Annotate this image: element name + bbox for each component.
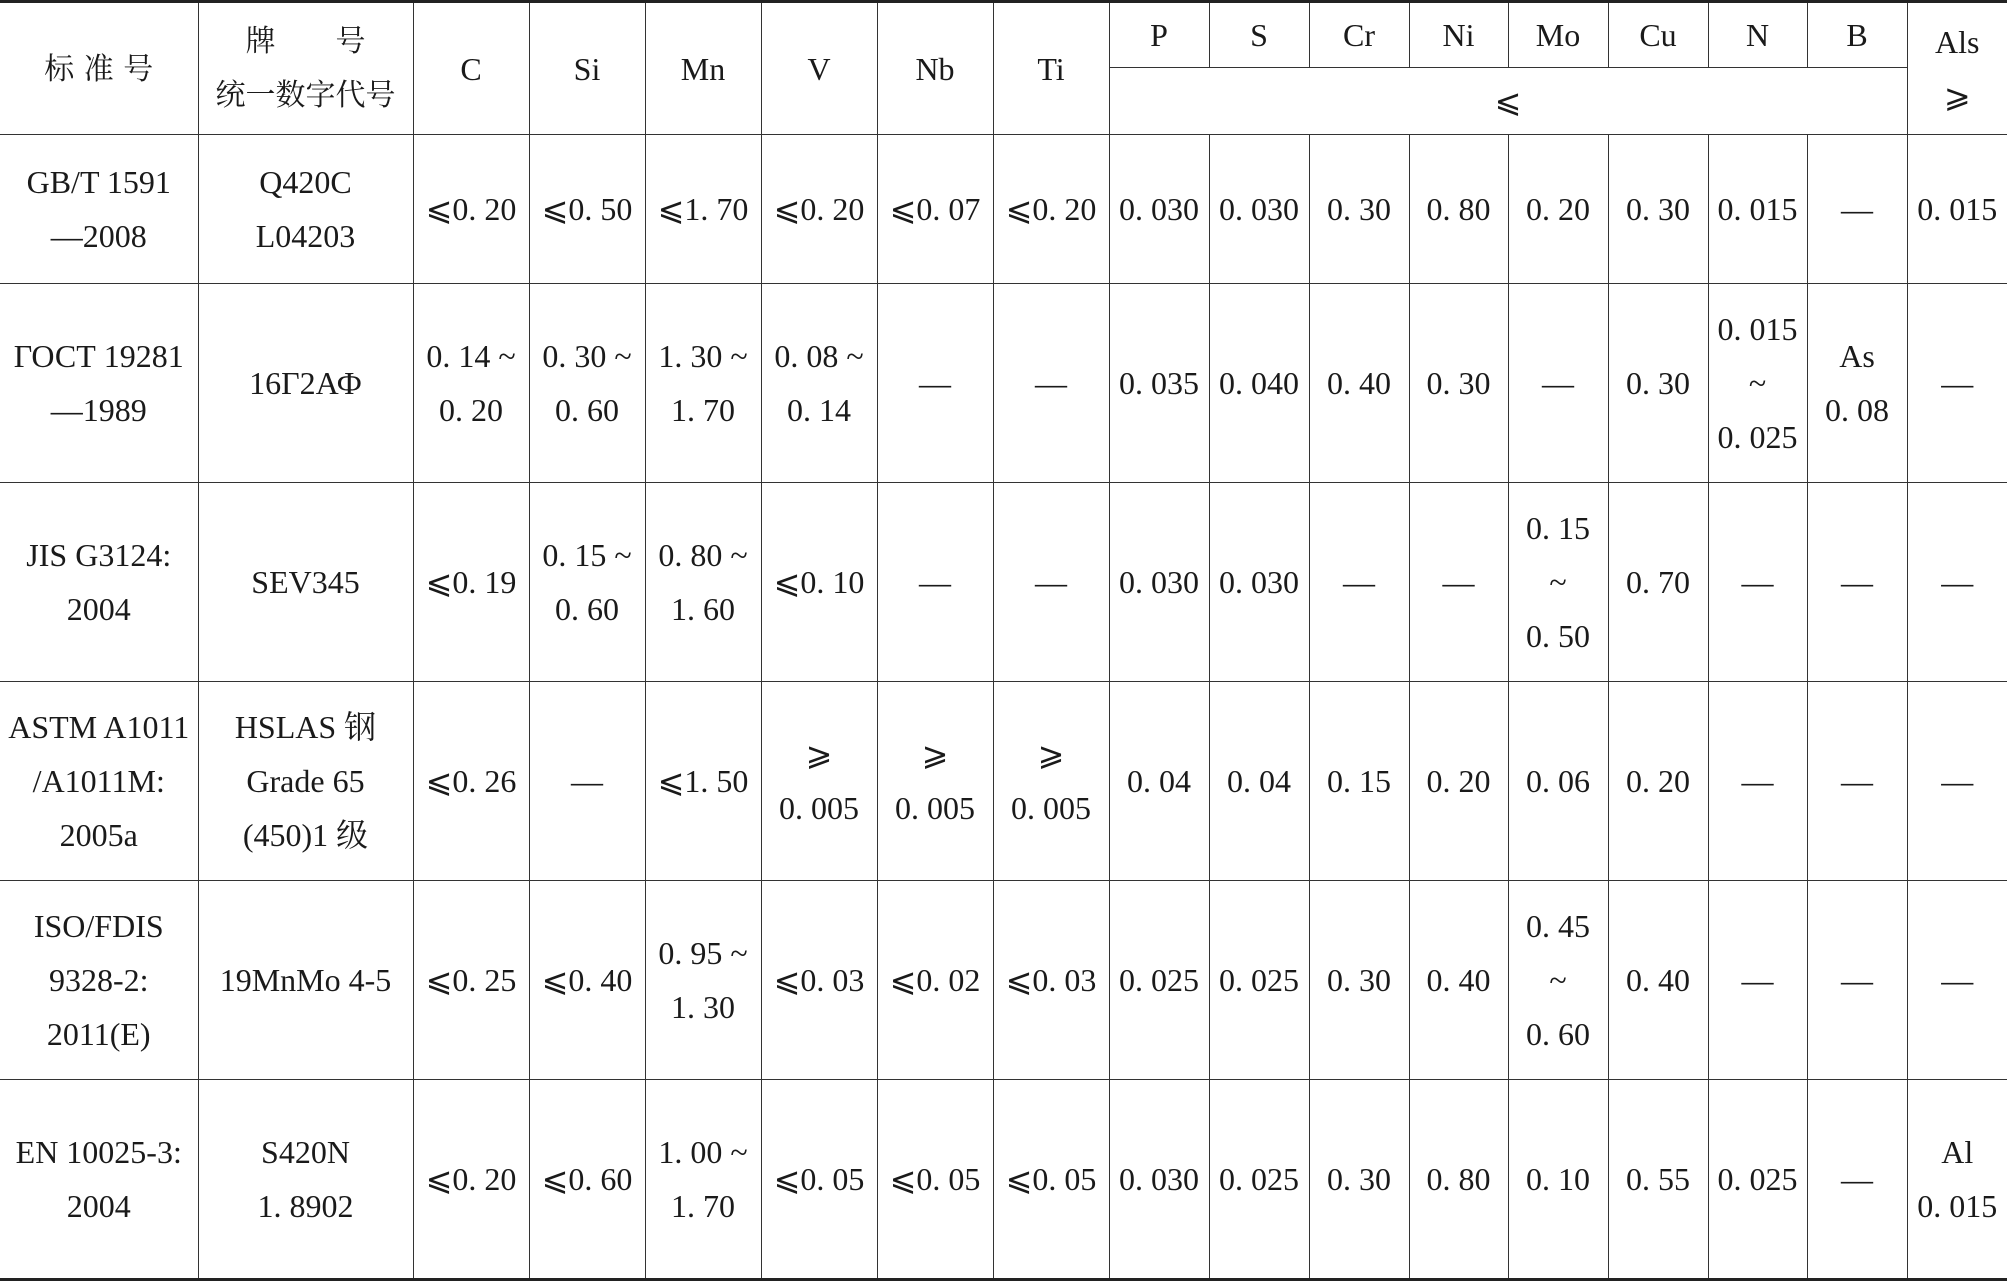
cell-text: 0. 025 [1219, 962, 1299, 998]
header-mn: Mn [645, 2, 761, 135]
cell-cu [1608, 881, 1708, 1080]
cell-cr [1309, 483, 1409, 682]
cell-text: ⩽0. 03 [1005, 962, 1097, 998]
cell-als [1907, 881, 2007, 1080]
cell-grade [198, 135, 413, 284]
cell-text: HSLAS 钢 Grade 65 (450)1 级 [234, 709, 377, 853]
cell-text: 0. 30 [1626, 365, 1690, 401]
cell-grade [198, 881, 413, 1080]
cell-text: ⩽0. 20 [773, 191, 865, 227]
cell-s [1209, 1080, 1309, 1280]
cell-p [1109, 1080, 1209, 1280]
header-mo: Mo [1508, 2, 1608, 68]
header-n: N [1708, 2, 1807, 68]
cell-text: 0. 30 [1327, 1161, 1391, 1197]
cell-text: — [571, 763, 603, 799]
cell-c [413, 682, 529, 881]
cell-text: 0. 30 [1626, 191, 1690, 227]
cell-text: ⩽0. 05 [889, 1161, 981, 1197]
cell-text: — [1741, 962, 1774, 998]
cell-text: 0. 030 [1219, 564, 1299, 600]
cell-cu [1608, 483, 1708, 682]
cell-text: — [1841, 1161, 1873, 1197]
cell-text: ⩽0. 05 [1005, 1161, 1097, 1197]
cell-text: 0. 15 [1327, 763, 1391, 799]
cell-text: — [1035, 365, 1067, 401]
header-s: S [1209, 2, 1309, 68]
cell-text: ⩽0. 60 [541, 1161, 633, 1197]
cell-text: 0. 30 [1327, 191, 1391, 227]
cell-text: ⩽0. 05 [773, 1161, 865, 1197]
cell-text: 0. 30 [1327, 962, 1391, 998]
cell-v [761, 1080, 877, 1280]
cell-ni [1409, 483, 1508, 682]
cell-text: ⩽0. 02 [889, 962, 981, 998]
cell-mn [645, 881, 761, 1080]
cell-ni [1409, 135, 1508, 284]
cell-std [0, 682, 198, 881]
header-c: C [413, 2, 529, 135]
cell-c [413, 483, 529, 682]
cell-text: 0. 025 [1219, 1161, 1299, 1197]
cell-p [1109, 881, 1209, 1080]
cell-nb [877, 483, 993, 682]
cell-nb [877, 1080, 993, 1280]
cell-text: 0. 015 ~ 0. 025 [1717, 311, 1798, 455]
cell-text: 0. 80 [1426, 191, 1491, 227]
cell-text: ⩽1. 50 [657, 763, 749, 799]
header-ti: Ti [993, 2, 1109, 135]
header-si: Si [529, 2, 645, 135]
cell-n [1708, 135, 1807, 284]
cell-std [0, 881, 198, 1080]
cell-text: As 0. 08 [1825, 338, 1889, 428]
cell-mo [1508, 1080, 1608, 1280]
header-grade-code: 牌 号 统一数字代号 [198, 2, 413, 135]
header-v: V [761, 2, 877, 135]
cell-ti [993, 1080, 1109, 1280]
cell-si [529, 284, 645, 483]
cell-v [761, 682, 877, 881]
cell-text: Al 0. 015 [1917, 1134, 1998, 1224]
cell-s [1209, 284, 1309, 483]
table-row [0, 284, 2007, 483]
cell-text: 0. 040 [1219, 365, 1299, 401]
cell-s [1209, 483, 1309, 682]
cell-text: — [1941, 365, 1974, 401]
cell-text: ⩾ 0. 005 [1011, 736, 1091, 826]
cell-text: ⩽0. 26 [425, 763, 517, 799]
cell-text: ISO/FDIS 9328-2: 2011(E) [33, 908, 164, 1052]
cell-b [1807, 881, 1907, 1080]
header-p: P [1109, 2, 1209, 68]
cell-ti [993, 682, 1109, 881]
cell-text: — [1442, 564, 1475, 600]
cell-si [529, 881, 645, 1080]
cell-cu [1608, 135, 1708, 284]
cell-p [1109, 682, 1209, 881]
cell-text: — [919, 365, 951, 401]
cell-text: EN 10025-3: 2004 [15, 1134, 182, 1224]
cell-v [761, 881, 877, 1080]
cell-text: — [1841, 191, 1873, 227]
cell-text: 0. 20 [1426, 763, 1491, 799]
cell-text: 0. 20 [1526, 191, 1590, 227]
cell-text: 19MnMo 4-5 [219, 962, 392, 998]
table-row [0, 682, 2007, 881]
header-nb: Nb [877, 2, 993, 135]
cell-v [761, 135, 877, 284]
cell-grade [198, 284, 413, 483]
cell-text: — [1941, 763, 1974, 799]
cell-b [1807, 284, 1907, 483]
cell-text: — [1841, 564, 1873, 600]
cell-s [1209, 135, 1309, 284]
cell-c [413, 284, 529, 483]
cell-v [761, 483, 877, 682]
cell-text: ⩽0. 10 [773, 564, 865, 600]
cell-text: ⩽0. 20 [425, 191, 517, 227]
cell-cr [1309, 682, 1409, 881]
cell-text: 0. 025 [1717, 1161, 1798, 1197]
cell-text: 0. 15 ~ 0. 50 [1526, 510, 1590, 654]
cell-text: 0. 030 [1119, 1161, 1199, 1197]
cell-text: 0. 80 ~ 1. 60 [658, 537, 748, 627]
cell-b [1807, 135, 1907, 284]
cell-text: 0. 45 ~ 0. 60 [1526, 908, 1590, 1052]
header-row [0, 2, 2007, 68]
cell-si [529, 483, 645, 682]
cell-mo [1508, 135, 1608, 284]
cell-cu [1608, 1080, 1708, 1280]
cell-p [1109, 483, 1209, 682]
cell-text: ⩾ 0. 005 [895, 736, 975, 826]
cell-ti [993, 135, 1109, 284]
cell-mo [1508, 881, 1608, 1080]
header-b: B [1807, 2, 1907, 68]
cell-si [529, 135, 645, 284]
cell-nb [877, 682, 993, 881]
cell-text: 0. 04 [1227, 763, 1291, 799]
header-max-note: ⩽ [1109, 68, 1907, 135]
cell-ti [993, 483, 1109, 682]
cell-si [529, 682, 645, 881]
cell-cu [1608, 284, 1708, 483]
cell-cr [1309, 284, 1409, 483]
cell-n [1708, 682, 1807, 881]
cell-text: 0. 55 [1626, 1161, 1690, 1197]
cell-text: ⩽0. 40 [541, 962, 633, 998]
cell-text: 0. 030 [1219, 191, 1299, 227]
cell-text: 0. 40 [1327, 365, 1391, 401]
cell-text: Q420C L04203 [255, 164, 356, 254]
cell-text: 0. 70 [1626, 564, 1690, 600]
cell-text: 0. 06 [1526, 763, 1590, 799]
cell-text: ГОСТ 19281 —1989 [13, 338, 184, 428]
cell-n [1708, 881, 1807, 1080]
cell-text: — [1343, 564, 1375, 600]
cell-text: 0. 08 ~ 0. 14 [774, 338, 864, 428]
cell-text: 0. 030 [1119, 564, 1199, 600]
cell-text: JIS G3124: 2004 [26, 537, 172, 627]
cell-text: 0. 015 [1717, 191, 1798, 227]
cell-cr [1309, 135, 1409, 284]
header-als: Als ⩾ [1907, 2, 2007, 135]
cell-si [529, 1080, 645, 1280]
cell-grade [198, 483, 413, 682]
cell-text: ASTM A1011 /A1011M: 2005a [8, 709, 190, 853]
cell-mn [645, 1080, 761, 1280]
cell-text: 0. 04 [1127, 763, 1191, 799]
cell-nb [877, 135, 993, 284]
cell-c [413, 135, 529, 284]
cell-als [1907, 483, 2007, 682]
cell-text: ⩽0. 20 [1005, 191, 1097, 227]
cell-text: 0. 40 [1626, 962, 1690, 998]
cell-text: ⩽1. 70 [657, 191, 749, 227]
cell-als [1907, 1080, 2007, 1280]
cell-p [1109, 135, 1209, 284]
cell-text: SEV345 [251, 564, 360, 600]
cell-text: — [1035, 564, 1067, 600]
cell-b [1807, 1080, 1907, 1280]
cell-text: 0. 035 [1119, 365, 1199, 401]
cell-s [1209, 881, 1309, 1080]
cell-ni [1409, 682, 1508, 881]
cell-ni [1409, 284, 1508, 483]
cell-mo [1508, 284, 1608, 483]
cell-text: 1. 00 ~ 1. 70 [658, 1134, 748, 1224]
cell-als [1907, 682, 2007, 881]
cell-text: 0. 30 ~ 0. 60 [542, 338, 632, 428]
cell-text: ⩽0. 07 [889, 191, 981, 227]
cell-als [1907, 135, 2007, 284]
cell-als [1907, 284, 2007, 483]
cell-text: 0. 95 ~ 1. 30 [658, 935, 748, 1025]
cell-text: — [1841, 962, 1873, 998]
cell-text: ⩽0. 20 [425, 1161, 517, 1197]
cell-text: — [1841, 763, 1873, 799]
cell-nb [877, 881, 993, 1080]
cell-b [1807, 483, 1907, 682]
cell-p [1109, 284, 1209, 483]
cell-mn [645, 483, 761, 682]
cell-b [1807, 682, 1907, 881]
cell-mn [645, 682, 761, 881]
cell-ti [993, 284, 1109, 483]
header-cr: Cr [1309, 2, 1409, 68]
header-ni: Ni [1409, 2, 1508, 68]
cell-n [1708, 1080, 1807, 1280]
cell-text: ⩽0. 03 [773, 962, 865, 998]
cell-text: 1. 30 ~ 1. 70 [658, 338, 748, 428]
cell-n [1708, 284, 1807, 483]
cell-text: 0. 15 ~ 0. 60 [542, 537, 632, 627]
cell-std [0, 284, 198, 483]
cell-mn [645, 284, 761, 483]
header-cu: Cu [1608, 2, 1708, 68]
cell-std [0, 135, 198, 284]
cell-c [413, 881, 529, 1080]
cell-text: S420N 1. 8902 [257, 1134, 354, 1224]
cell-mo [1508, 483, 1608, 682]
table-row [0, 135, 2007, 284]
cell-s [1209, 682, 1309, 881]
table-row [0, 483, 2007, 682]
cell-ti [993, 881, 1109, 1080]
cell-std [0, 483, 198, 682]
cell-ni [1409, 881, 1508, 1080]
cell-text: — [1542, 365, 1574, 401]
cell-text: 0. 14 ~ 0. 20 [426, 338, 516, 428]
cell-ni [1409, 1080, 1508, 1280]
cell-text: ⩽0. 50 [541, 191, 633, 227]
cell-text: ⩽0. 25 [425, 962, 517, 998]
cell-grade [198, 682, 413, 881]
cell-cr [1309, 881, 1409, 1080]
cell-text: 0. 80 [1426, 1161, 1491, 1197]
cell-c [413, 1080, 529, 1280]
cell-cu [1608, 682, 1708, 881]
table-row [0, 1080, 2007, 1280]
cell-cr [1309, 1080, 1409, 1280]
cell-text: — [1941, 564, 1974, 600]
cell-mn [645, 135, 761, 284]
header-standard-no: 标 准 号 [0, 2, 198, 135]
cell-text: — [1741, 564, 1774, 600]
cell-text: 0. 40 [1426, 962, 1491, 998]
cell-v [761, 284, 877, 483]
cell-text: 0. 10 [1526, 1161, 1590, 1197]
cell-text: 16Г2АФ [249, 365, 362, 401]
table-row [0, 881, 2007, 1080]
cell-std [0, 1080, 198, 1280]
cell-grade [198, 1080, 413, 1280]
cell-nb [877, 284, 993, 483]
cell-text: — [1741, 763, 1774, 799]
cell-n [1708, 483, 1807, 682]
cell-text: GB/T 1591 —2008 [26, 164, 171, 254]
cell-text: — [919, 564, 951, 600]
cell-text: ⩾ 0. 005 [779, 736, 859, 826]
cell-text: — [1941, 962, 1974, 998]
cell-text: ⩽0. 19 [425, 564, 517, 600]
cell-text: 0. 015 [1917, 191, 1998, 227]
cell-text: 0. 30 [1426, 365, 1491, 401]
cell-text: 0. 030 [1119, 191, 1199, 227]
cell-mo [1508, 682, 1608, 881]
cell-text: 0. 025 [1119, 962, 1199, 998]
cell-text: 0. 20 [1626, 763, 1690, 799]
